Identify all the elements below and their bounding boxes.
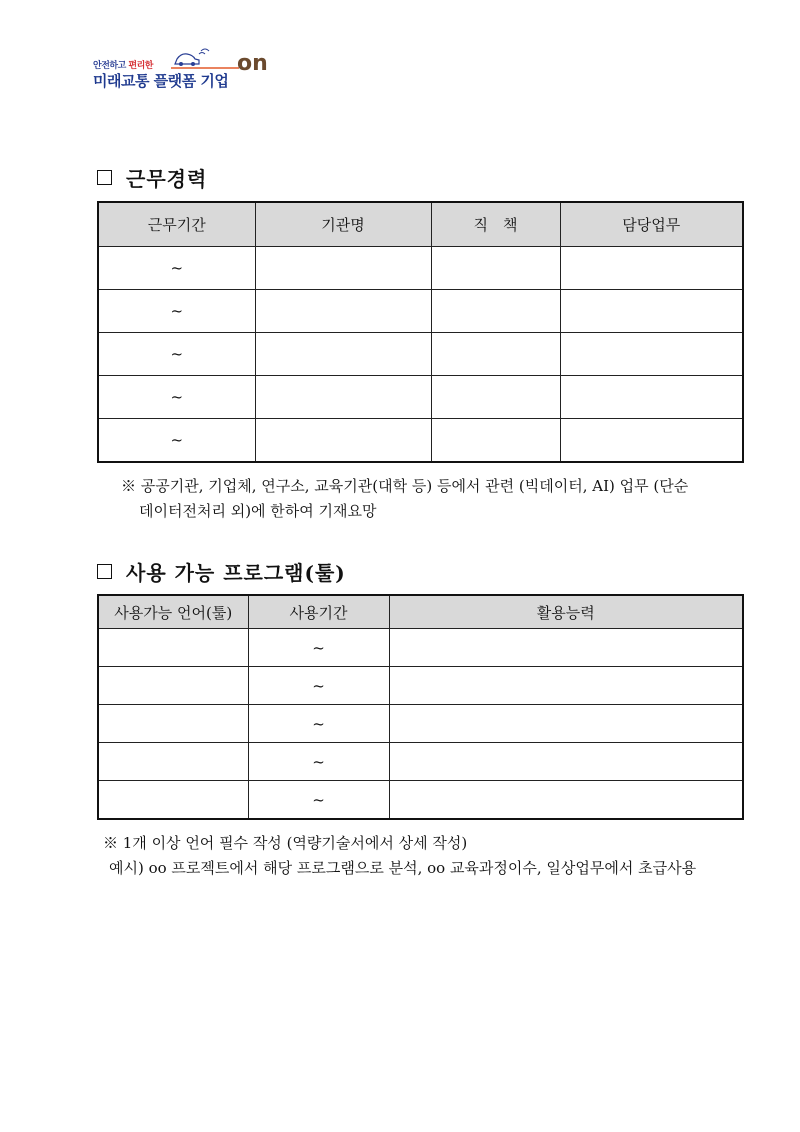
header-usage-period: 사용기간 — [248, 595, 389, 629]
table-row — [98, 333, 743, 376]
header-ability: 활용능력 — [389, 595, 743, 629]
tools-section-heading — [97, 557, 346, 586]
position-cell[interactable] — [431, 376, 560, 419]
language-cell[interactable] — [98, 781, 248, 820]
language-cell[interactable] — [98, 705, 248, 743]
tools-note-line1: ※ 1개 이상 언어 필수 작성 (역량기술서에서 상세 작성) — [103, 834, 468, 852]
duty-cell[interactable] — [560, 333, 743, 376]
tools-note-line2: 예시) oo 프로젝트에서 해당 프로그램으로 분석, oo 교육과정이수, 일상업무에서 초급사용 — [109, 859, 697, 877]
ability-cell[interactable] — [389, 629, 743, 667]
organization-cell[interactable] — [255, 290, 431, 333]
career-section-title: 근무경력 — [126, 167, 208, 191]
duty-cell[interactable] — [560, 419, 743, 463]
logo-tagline-part1: 안전하고 — [93, 61, 126, 71]
ability-cell[interactable] — [389, 743, 743, 781]
position-cell[interactable] — [431, 333, 560, 376]
table-row — [98, 247, 743, 290]
tools-header-row — [98, 595, 743, 629]
table-row — [98, 705, 743, 743]
usage-period-cell[interactable]: ~ — [248, 629, 389, 667]
usage-period-cell[interactable]: ~ — [248, 667, 389, 705]
position-cell[interactable] — [431, 419, 560, 463]
language-cell[interactable] — [98, 629, 248, 667]
language-cell[interactable] — [98, 743, 248, 781]
logo-tagline-part2: 편리한 — [128, 61, 154, 71]
position-cell[interactable] — [431, 247, 560, 290]
brand-mark: on — [237, 51, 268, 76]
table-row — [98, 743, 743, 781]
header-duty: 담당업무 — [560, 202, 743, 247]
ability-cell[interactable] — [389, 705, 743, 743]
duty-cell[interactable] — [560, 247, 743, 290]
organization-cell[interactable] — [255, 333, 431, 376]
table-row — [98, 781, 743, 820]
organization-cell[interactable] — [255, 376, 431, 419]
table-row — [98, 629, 743, 667]
header-language: 사용가능 언어(툴) — [98, 595, 248, 629]
career-note-line2: 데이터전처리 외)에 한하여 기재요망 — [139, 502, 377, 520]
period-cell[interactable]: ~ — [98, 376, 255, 419]
tools-table — [97, 594, 744, 820]
career-header-row — [98, 202, 743, 247]
duty-cell[interactable] — [560, 290, 743, 333]
company-logo — [93, 48, 268, 94]
usage-period-cell[interactable]: ~ — [248, 781, 389, 820]
ability-cell[interactable] — [389, 667, 743, 705]
organization-cell[interactable] — [255, 247, 431, 290]
header-organization: 기관명 — [255, 202, 431, 247]
logo-name: 미래교통 플랫폼 기업 — [93, 72, 229, 90]
organization-cell[interactable] — [255, 419, 431, 463]
table-row — [98, 419, 743, 463]
tools-note — [103, 831, 763, 881]
table-row — [98, 376, 743, 419]
career-note-line1: ※ 공공기관, 기업체, 연구소, 교육기관(대학 등) 등에서 관련 (빅데이터, AI) 업무 (단순 — [121, 477, 689, 495]
table-row — [98, 290, 743, 333]
usage-period-cell[interactable]: ~ — [248, 743, 389, 781]
language-cell[interactable] — [98, 667, 248, 705]
header-position: 직 책 — [431, 202, 560, 247]
ability-cell[interactable] — [389, 781, 743, 820]
period-cell[interactable]: ~ — [98, 333, 255, 376]
period-cell[interactable]: ~ — [98, 247, 255, 290]
usage-period-cell[interactable]: ~ — [248, 705, 389, 743]
tools-section-title: 사용 가능 프로그램(툴) — [126, 561, 346, 585]
tools-checkbox[interactable] — [97, 564, 112, 579]
period-cell[interactable]: ~ — [98, 290, 255, 333]
career-note — [121, 474, 751, 524]
career-table — [97, 201, 744, 463]
career-checkbox[interactable] — [97, 170, 112, 185]
position-cell[interactable] — [431, 290, 560, 333]
period-cell[interactable]: ~ — [98, 419, 255, 463]
duty-cell[interactable] — [560, 376, 743, 419]
career-section-heading — [97, 163, 207, 192]
table-row — [98, 667, 743, 705]
header-period: 근무기간 — [98, 202, 255, 247]
